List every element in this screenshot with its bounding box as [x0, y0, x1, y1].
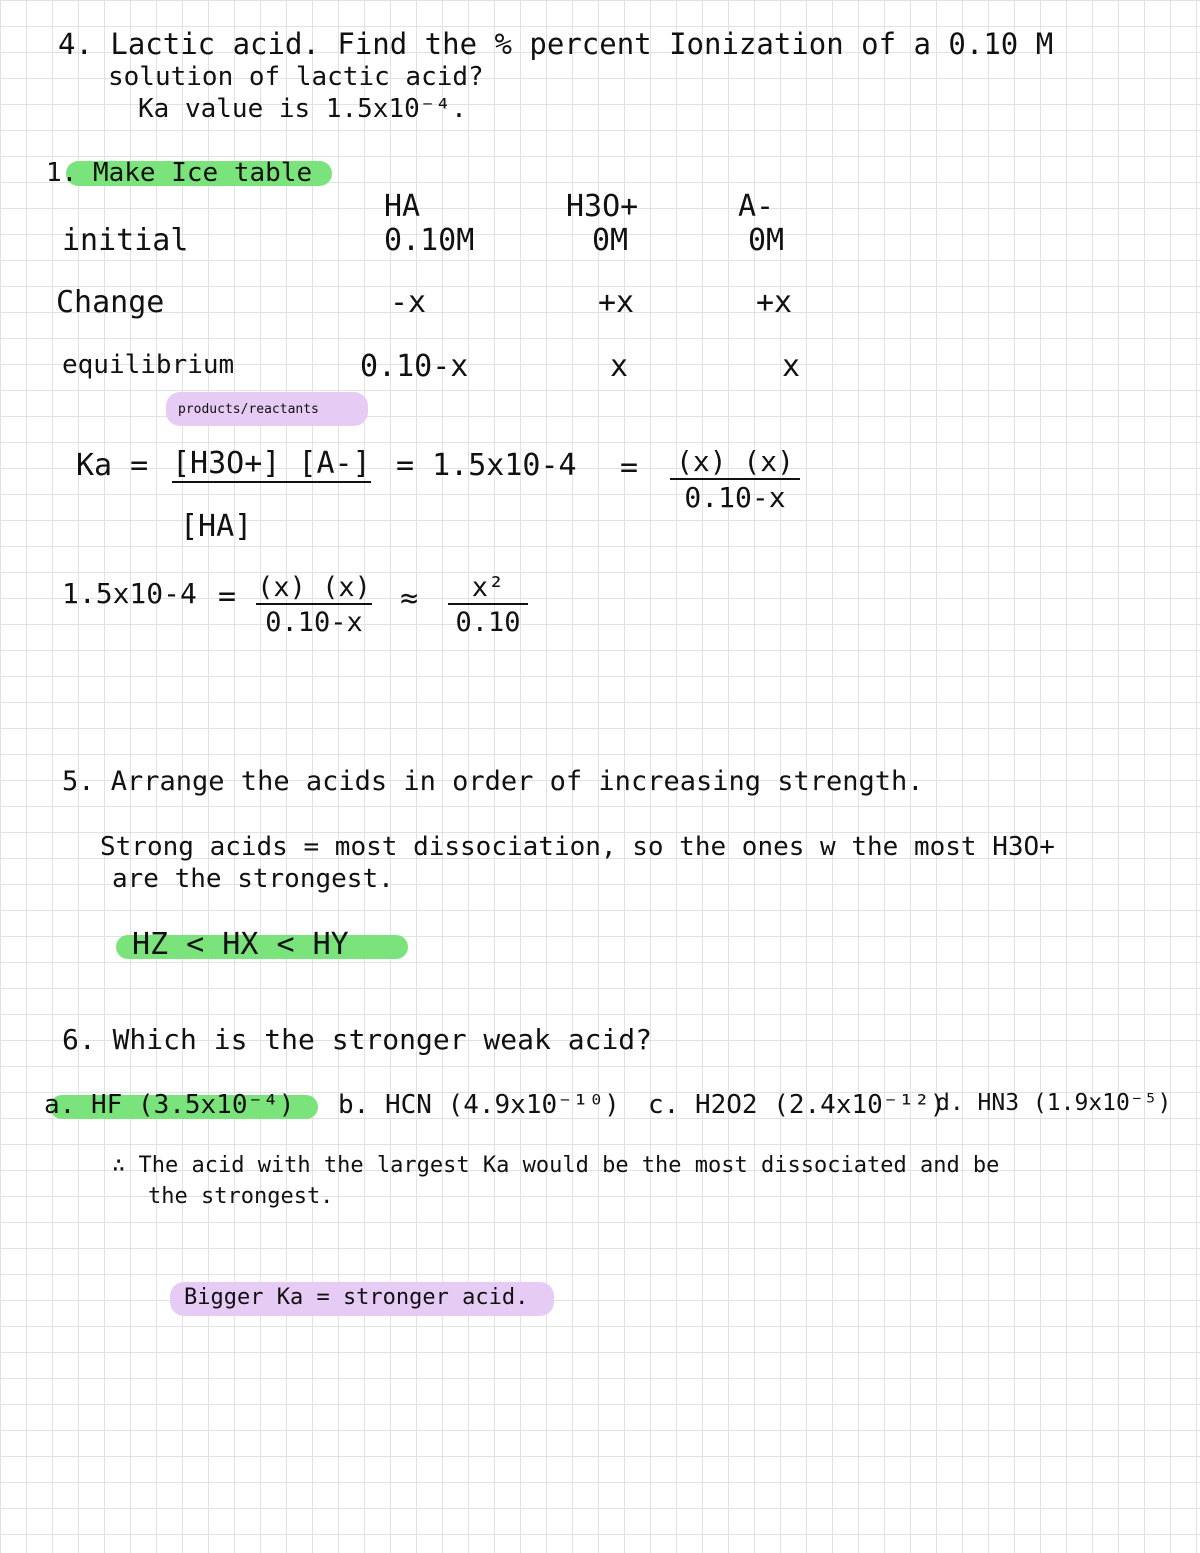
ice-row-label: equilibrium: [62, 350, 235, 380]
fraction-numerator: (x) (x): [670, 448, 800, 480]
q5-answer: HZ < HX < HY: [132, 927, 349, 962]
fraction-numerator: (x) (x): [257, 572, 371, 603]
q4-line1: 4. Lactic acid. Find the % percent Ionization of a 0.10 M: [58, 27, 1054, 61]
ice-row-label: initial: [62, 223, 189, 258]
q6-option-c: c. H2O2 (2.4x10⁻¹²): [648, 1090, 946, 1120]
ice-cell: +x: [756, 285, 793, 320]
q5-line1: Strong acids = most dissociation, so the ones w the most H3O+: [100, 832, 1055, 862]
ka-denominator: [HA]: [180, 509, 253, 544]
ka-numerator: [H3O+] [A-]: [172, 446, 371, 481]
fraction-denominator: 0.10-x: [265, 607, 363, 638]
q6-conclusion-2: the strongest.: [148, 1184, 334, 1209]
approx-sign: ≈: [400, 581, 419, 616]
ice-cell: x: [610, 349, 629, 384]
ice-cell: 0.10-x: [360, 349, 469, 384]
products-note: products/reactants: [178, 402, 319, 417]
q5-title: 5. Arrange the acids in order of increasing strength.: [62, 766, 924, 797]
ice-cell: 0M: [592, 223, 629, 258]
q4-step1: 1. Make Ice table: [46, 158, 313, 188]
equals-sign: =: [620, 450, 639, 485]
ka-value: = 1.5x10-4: [396, 448, 577, 483]
ice-cell: -x: [390, 285, 427, 320]
fraction-denominator: 0.10: [455, 607, 521, 638]
ice-cell: 0M: [748, 223, 785, 258]
ice-header-ha: HA: [384, 189, 421, 224]
q5-line2: are the strongest.: [112, 864, 394, 894]
q6-conclusion-1: ∴ The acid with the largest Ka would be the most dissociated and be: [112, 1153, 1000, 1178]
fraction-numerator: x²: [448, 574, 528, 605]
q6-option-a: a. HF (3.5x10⁻⁴): [44, 1090, 295, 1120]
ice-cell: +x: [598, 285, 635, 320]
ice-header-h3o: H3O+: [566, 189, 639, 224]
ice-row-label: Change: [56, 285, 165, 320]
fraction-x-squared: [448, 574, 528, 636]
fraction-x-x: [670, 445, 800, 514]
q4-line2: solution of lactic acid?: [108, 62, 484, 92]
ice-cell: 0.10M: [384, 223, 475, 258]
equals-sign: =: [218, 579, 237, 614]
ka-numeric: 1.5x10-4: [62, 577, 197, 610]
q4-line3: Ka value is 1.5x10⁻⁴.: [138, 94, 467, 124]
q6-option-b: b. HCN (4.9x10⁻¹⁰): [338, 1090, 620, 1120]
ice-cell: x: [782, 349, 801, 384]
ka-label: Ka =: [76, 448, 149, 483]
fraction-x-x-2: [256, 574, 372, 636]
q6-title: 6. Which is the stronger weak acid?: [62, 1023, 653, 1056]
fraction-denominator: 0.10-x: [684, 481, 786, 514]
q6-summary: Bigger Ka = stronger acid.: [184, 1285, 529, 1310]
q6-option-d: d. HN3 (1.9x10⁻⁵): [936, 1090, 1172, 1116]
ice-header-a: A-: [738, 189, 775, 224]
